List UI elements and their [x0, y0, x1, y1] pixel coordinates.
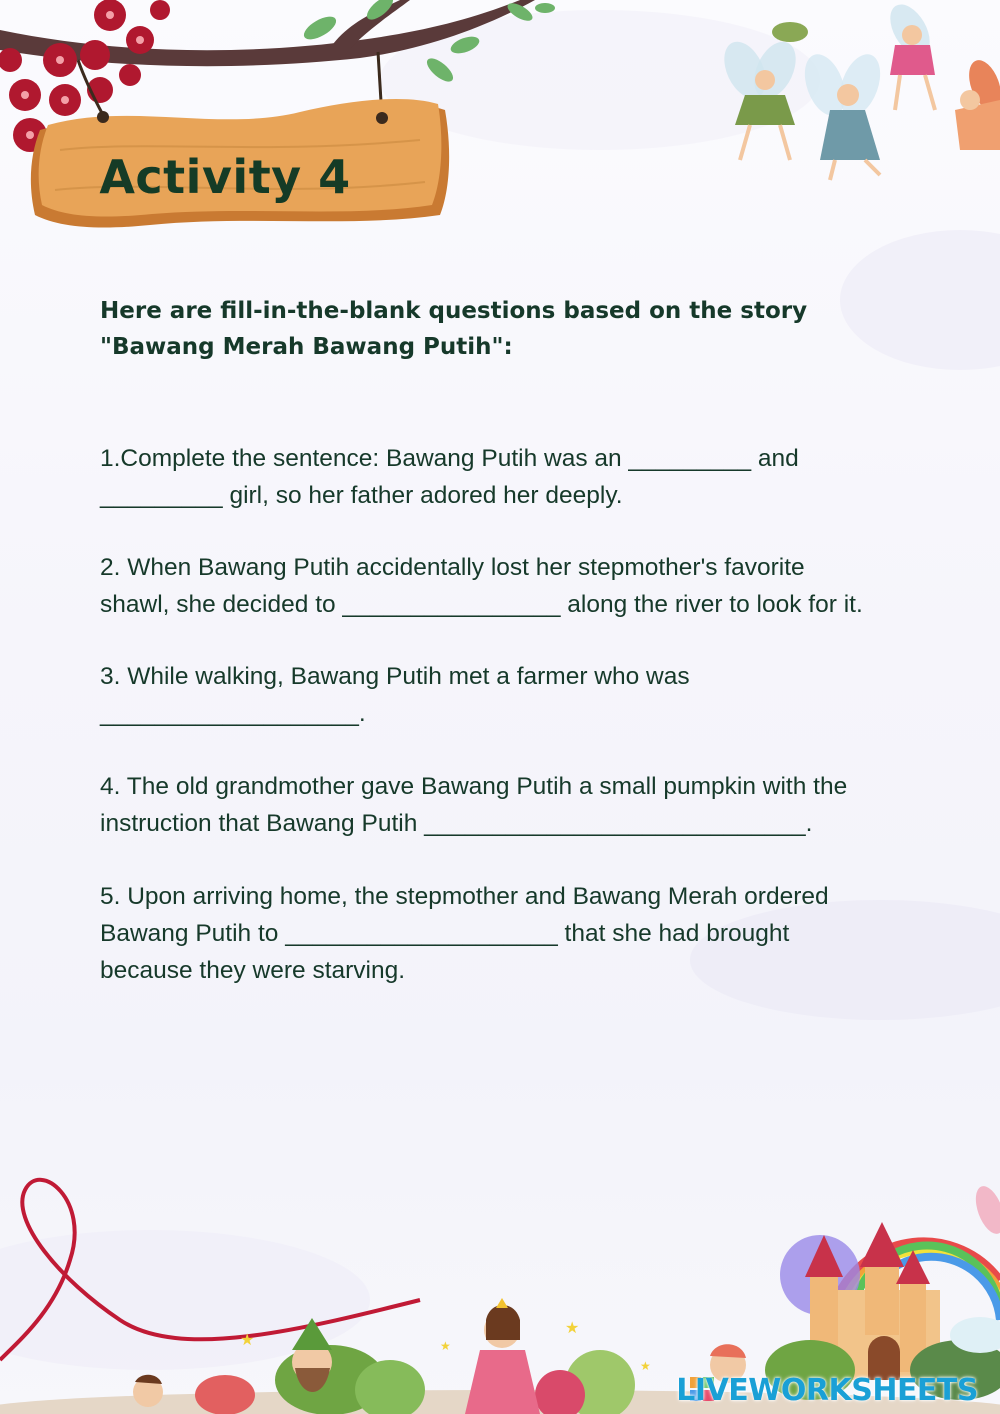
question-3: [100, 658, 920, 732]
question-5-line-2: Bawang Putih to ____________________ that she had brought: [100, 920, 790, 947]
question-2-line-1: 2. When Bawang Putih accidentally lost her stepmother's favorite: [100, 554, 805, 581]
fairies-illustration: [716, 0, 1000, 180]
liveworksheets-watermark[interactable]: LIVEWORKSHEETS: [676, 1373, 978, 1408]
svg-text:★: ★: [440, 1339, 451, 1353]
question-3-line-2: ___________________.: [100, 700, 366, 727]
question-1-line-2: _________ girl, so her father adored her deeply.: [100, 482, 623, 509]
question-5-line-3: because they were starving.: [100, 957, 406, 984]
svg-text:★: ★: [565, 1320, 580, 1337]
instructions-text: Here are fill-in-the-blank questions based on the story "Bawang Merah Bawang Putih":: [100, 298, 808, 360]
question-3-line-1: 3. While walking, Bawang Putih met a farmer who was: [100, 663, 690, 690]
svg-text:★: ★: [640, 1359, 651, 1373]
question-4-line-1: 4. The old grandmother gave Bawang Putih a small pumpkin with the: [100, 773, 848, 800]
svg-text:★: ★: [240, 1332, 255, 1349]
activity-title: Activity 4: [99, 150, 351, 204]
question-4-line-2: instruction that Bawang Putih ____________________________.: [100, 810, 813, 837]
question-1-line-1: 1.Complete the sentence: Bawang Putih was an _________ and: [100, 445, 799, 472]
question-2-line-2: shawl, she decided to ________________ along the river to look for it.: [100, 591, 863, 618]
castle-illustration: [765, 1182, 1000, 1400]
question-5: [100, 878, 920, 989]
question-4: [100, 768, 920, 842]
question-5-line-1: 5. Upon arriving home, the stepmother and Bawang Merah ordered: [100, 883, 829, 910]
question-1: [100, 440, 920, 514]
question-2: [100, 549, 920, 623]
